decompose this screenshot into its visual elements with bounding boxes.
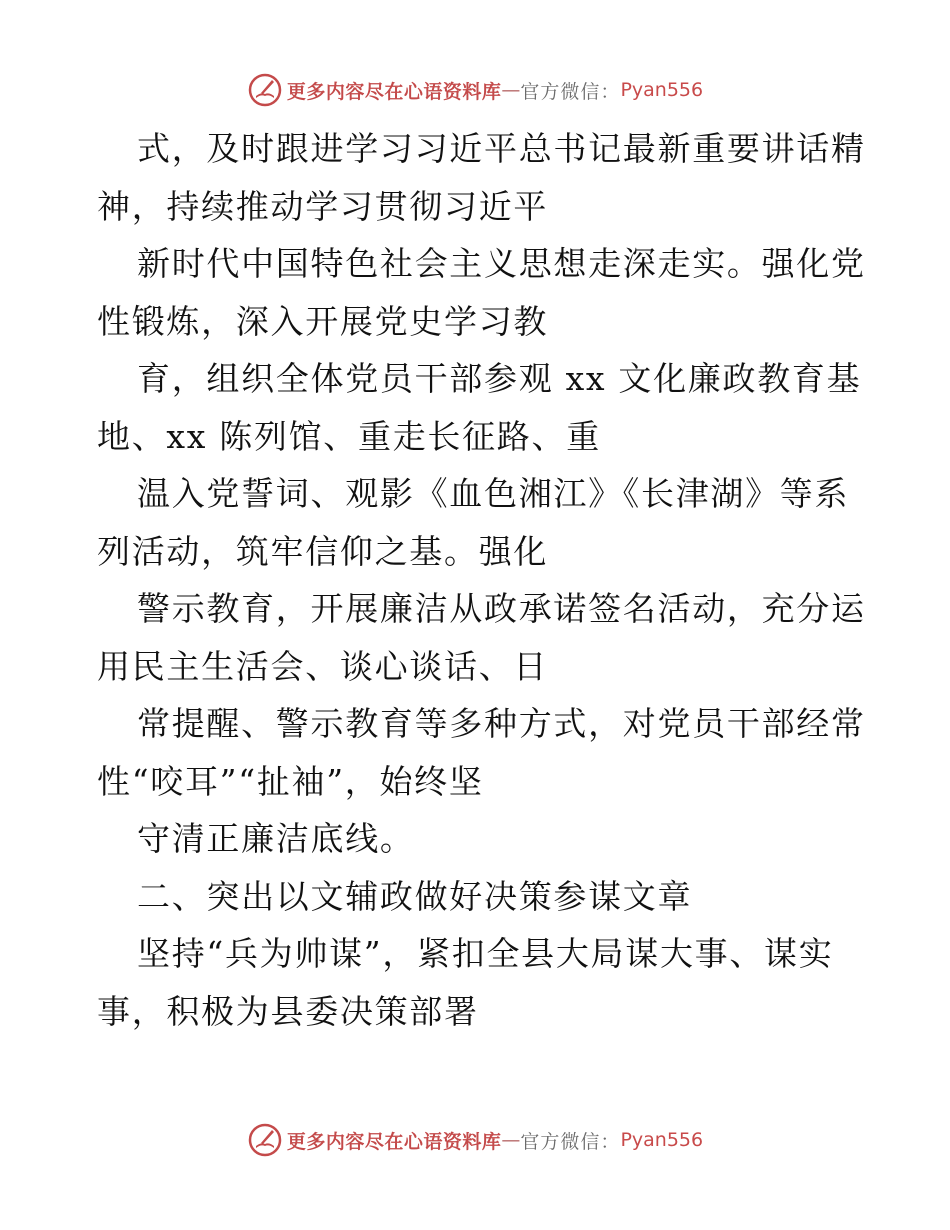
book-quill-icon [247, 72, 283, 108]
text-line: 事，积极为县委决策部署 [97, 991, 479, 1031]
text-line: 警示教育，开展廉洁从政承诺签名活动，充分运 [137, 589, 866, 628]
book-quill-icon [247, 1122, 283, 1158]
text-line: 新时代中国特色社会主义思想走深走实。强化党 [137, 244, 866, 283]
document-body [97, 120, 866, 1040]
text-line: 地、xx 陈列馆、重走长征路、重 [97, 416, 601, 456]
watermark-separator: — [501, 79, 521, 101]
watermark-brand-text: 更多内容尽在心语资料库 [286, 80, 502, 103]
text-line: 育，组织全体党员干部参观 xx 文化廉政教育基 [137, 359, 862, 398]
text-line: 神，持续推动学习贯彻习近平 [97, 186, 549, 226]
watermark-brand-text: 更多内容尽在心语资料库 [286, 1130, 502, 1153]
footer-watermark [0, 1120, 950, 1160]
text-line: 性“咬耳”“扯袖”，始终坚 [97, 761, 484, 801]
text-line: 温入党誓词、观影《血色湘江》《长津湖》等系 [137, 474, 850, 513]
text-line: 用民主生活会、谈心谈话、日 [97, 646, 549, 686]
watermark-wechat-label: 官方微信： [520, 80, 621, 103]
header-watermark [0, 70, 950, 110]
section-heading: 二、突出以文辅政做好决策参谋文章 [137, 876, 693, 916]
text-line: 性锻炼，深入开展党史学习教 [97, 301, 549, 341]
text-line: 坚持“兵为帅谋”，紧扣全县大局谋大事、谋实 [137, 934, 834, 973]
text-line: 式，及时跟进学习习近平总书记最新重要讲话精 [137, 129, 866, 168]
watermark-wechat-label: 官方微信： [520, 1130, 621, 1153]
text-line: 守清正廉洁底线。 [137, 819, 415, 858]
watermark-separator: — [501, 1129, 521, 1151]
text-line: 列活动，筑牢信仰之基。强化 [97, 531, 549, 571]
text-line: 常提醒、警示教育等多种方式，对党员干部经常 [137, 704, 866, 743]
watermark-wechat-id: Pyan556 [620, 79, 704, 101]
watermark-wechat-id: Pyan556 [620, 1129, 704, 1151]
